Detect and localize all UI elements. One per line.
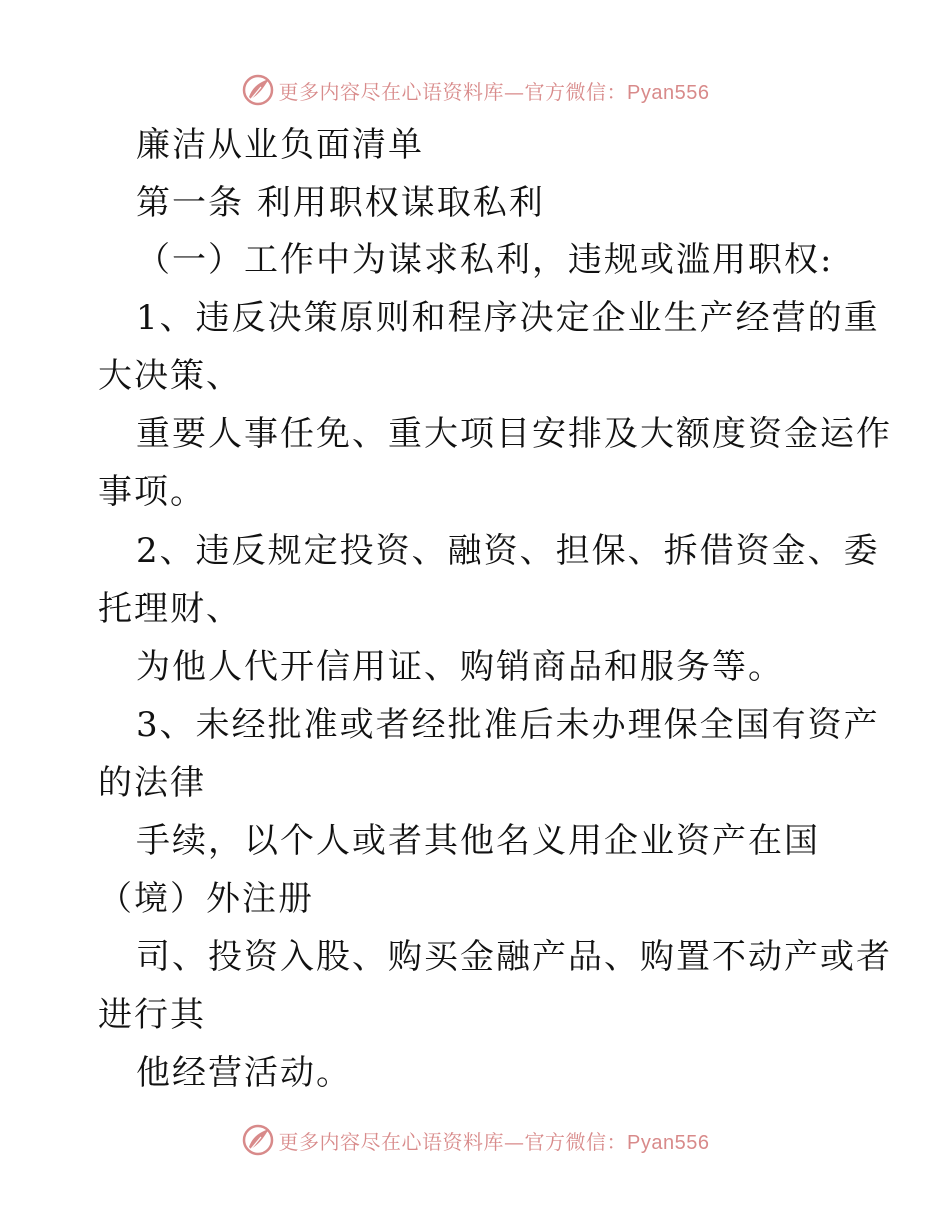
text-line: 重要人事任免、重大项目安排及大额度资金运作 (136, 414, 892, 454)
text-line: 2、违反规定投资、融资、担保、拆借资金、委 (136, 531, 880, 571)
text-line: 进行其 (98, 995, 206, 1035)
leaf-pen-logo-icon (241, 73, 275, 107)
text-line: 为他人代开信用证、购销商品和服务等。 (136, 647, 784, 687)
watermark-text-group (279, 76, 710, 105)
watermark-label: 官方微信： (524, 79, 628, 104)
text-line: 事项。 (98, 472, 206, 512)
watermark-separator: — (504, 1129, 525, 1154)
article-heading: 第一条 利用职权谋取私利 (136, 183, 545, 223)
text-line: 的法律 (98, 763, 206, 803)
watermark-separator: — (504, 79, 525, 104)
text-line: （境）外注册 (98, 879, 314, 919)
text-line: 3、未经批准或者经批准后未办理保全国有资产 (136, 705, 880, 745)
section-heading: （一）工作中为谋求私利，违规或滥用职权: (136, 240, 834, 280)
header-watermark (0, 70, 950, 110)
watermark-account: Pyan556 (627, 81, 710, 104)
text-line: 他经营活动。 (136, 1053, 352, 1093)
document-title: 廉洁从业负面清单 (136, 125, 424, 165)
text-line: 手续，以个人或者其他名义用企业资产在国 (136, 821, 820, 861)
watermark-text: 更多内容尽在心语资料库 (278, 1129, 505, 1154)
leaf-pen-logo-icon (241, 1123, 275, 1157)
text-line: 托理财、 (98, 589, 242, 629)
footer-watermark (0, 1120, 950, 1160)
watermark-account: Pyan556 (627, 1131, 710, 1154)
watermark-text: 更多内容尽在心语资料库 (278, 79, 505, 104)
text-line: 1、违反决策原则和程序决定企业生产经营的重 (136, 298, 880, 338)
text-line: 大决策、 (98, 356, 242, 396)
watermark-text-group (279, 1126, 710, 1155)
watermark-label: 官方微信： (524, 1129, 628, 1154)
text-line: 司、投资入股、购买金融产品、购置不动产或者 (136, 937, 892, 977)
